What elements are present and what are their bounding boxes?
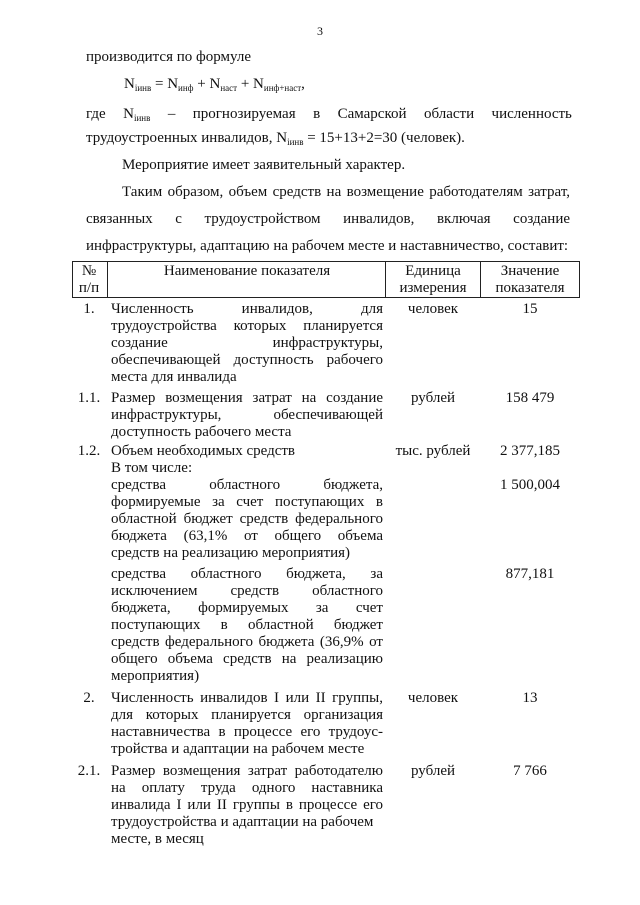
table-col-divider: [385, 261, 386, 298]
row-name: Численность инвалидов I или II группы, для которых планируется организация наставничества в процессе его трудоус- тройства и адаптации на рабочем месте: [111, 690, 383, 757]
row-name: Объем необходимых средств В том числе:: [111, 443, 296, 476]
table-col-divider: [107, 261, 108, 298]
where-line-2: трудоустроенных инвалидов, $N_{iинв} = 15+13+2=30$ (человек).: [86, 130, 465, 147]
row-value: 13: [522, 690, 538, 706]
notice-text: Мероприятие имеет заявительный характер.: [122, 157, 406, 173]
summary-para-line-2: связанных с трудоустройством инвалидов, включая создание: [86, 211, 570, 227]
row-number: 2.: [83, 690, 95, 706]
header-value: Значение показателя: [495, 263, 565, 296]
row-name: Размер возмещения затрат на создание инфраструктуры, обеспечивающей доступность рабочего места: [111, 390, 383, 440]
summary-para-line-1: Таким образом, объем средств на возмещение работодателям затрат,: [122, 184, 570, 200]
row-unit: человек: [407, 690, 459, 706]
row-number: 2.1.: [77, 763, 101, 779]
row-value: 877,181: [505, 566, 555, 582]
row-name: средства областного бюджета, формируемые за счет поступающих в областной бюджет средств федерального бюджета (63,1% от общего объема средств на реализацию мероприятия): [111, 477, 383, 561]
row-unit: тыс. рублей: [395, 443, 471, 459]
page-number: 3: [317, 24, 323, 38]
row-value: 15: [522, 301, 538, 317]
header-unit: Единица измерения: [399, 263, 467, 296]
row-number: 1.2.: [77, 443, 101, 459]
row-unit: рублей: [410, 763, 456, 779]
table-col-divider: [480, 261, 481, 298]
header-name: Наименование показателя: [163, 263, 331, 279]
formula: $N_{iинв} = N_{инф} + N_{наст} + N_{инф+наст}$,: [124, 76, 305, 93]
row-unit: человек: [407, 301, 459, 317]
row-number: 1.: [83, 301, 95, 317]
intro-line: производится по формуле: [86, 49, 251, 65]
row-name: Численность инвалидов, для трудоустройства которых планируется создание инфраструктуры, обеспечивающей доступность рабочего места для инвалида: [111, 301, 383, 385]
row-number: 1.1.: [77, 390, 101, 406]
where-line-1: где $N_{iинв}$ – прогнозируемая в Самарской области численность: [86, 106, 572, 123]
summary-para-line-3: инфраструктуры, адаптацию на рабочем месте и наставничество, составит:: [86, 238, 569, 254]
row-value: 7 766: [513, 763, 547, 779]
table-col-divider: [579, 261, 580, 298]
row-unit: рублей: [410, 390, 456, 406]
row-value: 1 500,004: [500, 477, 560, 493]
table-header-bottom-border: [72, 297, 580, 298]
header-num: № п/п: [78, 263, 100, 296]
row-value: 158 479: [505, 390, 555, 406]
row-name: Размер возмещения затрат работодателю на оплату труда одного наставника инвалида I или II группы в процессе его трудоустройства и адаптации на рабочем месте, в месяц: [111, 763, 383, 847]
row-name: средства областного бюджета, за исключением средств областного бюджета, формируемых за счет поступающих в областной бюджет средств федерального бюджета (36,9% от общего объема средств на реализацию мероприятия): [111, 566, 383, 684]
row-value: 2 377,185: [500, 443, 560, 459]
table-top-border: [72, 261, 580, 262]
